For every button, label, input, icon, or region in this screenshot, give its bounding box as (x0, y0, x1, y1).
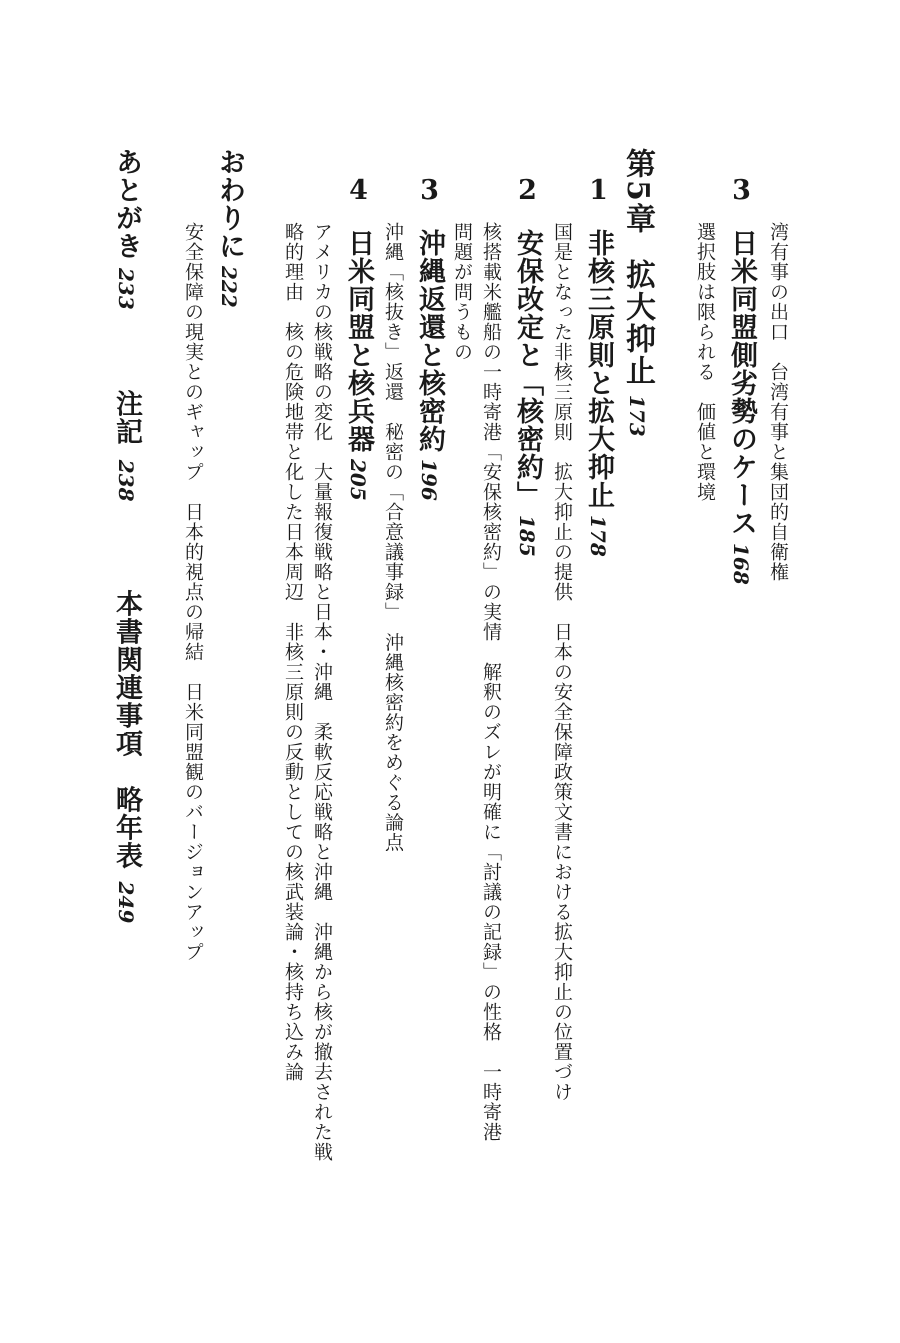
section-number: 3 (414, 175, 445, 207)
page-number: 168 (729, 543, 753, 585)
chapter-label: 第5章 (620, 148, 655, 235)
section-title: 沖縄返還と核密約 (414, 229, 445, 453)
section-title: 日米同盟側劣勢のケース (726, 229, 757, 537)
section-number: 4 (343, 175, 374, 207)
toc-chronology[interactable]: 本書関連事項 略年表 (111, 589, 142, 870)
page-number: 238 (114, 459, 138, 502)
toc-line-1: 湾有事の出口 台湾有事と集団的自衛権 (767, 222, 789, 582)
toc-line-8: 核搭載米艦船の一時寄港「安保核密約」の実情 解釈のズレが明確に「討議の記録」の性格 一時寄港 (480, 222, 502, 1142)
section-number: 2 (512, 175, 543, 207)
toc-section-3b-heading[interactable] (416, 175, 443, 501)
toc-section-4-heading[interactable] (345, 175, 372, 501)
toc-line-9: 問題が問うもの (451, 222, 473, 362)
toc-section-1-heading[interactable] (585, 175, 612, 557)
toc-section-2-heading[interactable] (514, 175, 541, 557)
section-number: 1 (583, 175, 614, 207)
page-number: 185 (515, 515, 539, 557)
page-number: 178 (586, 515, 610, 557)
toc-line-16: 安全保障の現実とのギャップ 日本的視点の帰結 日米同盟観のバージョンアップ (182, 222, 204, 962)
toc-line-11: 沖縄「核抜き」返還 秘密の「合意議事録」 沖縄核密約をめぐる論点 (382, 222, 404, 853)
toc-line-3: 選択肢は限られる 価値と環境 (694, 222, 716, 502)
section-title: おわりに (214, 148, 245, 260)
page-number: 205 (346, 459, 370, 501)
section-title: 非核三原則と拡大抑止 (583, 229, 614, 509)
toc-afterword-heading[interactable] (216, 148, 243, 308)
toc-postscript[interactable]: あとがき (111, 148, 142, 260)
page-number: 249 (114, 881, 138, 924)
toc-line-6: 国是となった非核三原則 拡大抑止の提供 日本の安全保障政策文書における拡大抑止の位置づけ (551, 222, 573, 1102)
section-title: 日米同盟と核兵器 (343, 229, 374, 453)
chapter-title: 拡大抑止 (620, 258, 655, 387)
section-title: 安保改定と「核密約」 (512, 229, 543, 509)
toc-chapter-5-heading[interactable] (620, 148, 655, 437)
section-number: 3 (726, 175, 757, 207)
page-number: 233 (114, 268, 138, 310)
page-number: 196 (417, 459, 441, 501)
toc-section-3-heading[interactable] (728, 175, 755, 585)
page-number: 222 (217, 266, 241, 308)
toc-notes[interactable]: 注記 (111, 389, 142, 446)
toc-line-13: アメリカの核戦略の変化 大量報復戦略と日本・沖縄 柔軟反応戦略と沖縄 沖縄から核が撤去された戦 (311, 222, 333, 1162)
page-number: 173 (625, 394, 649, 437)
toc-back-matter (113, 148, 140, 923)
toc-line-14: 略的理由 核の危険地帯と化した日本周辺 非核三原則の反動としての核武装論・核持ち込み論 (282, 222, 304, 1082)
